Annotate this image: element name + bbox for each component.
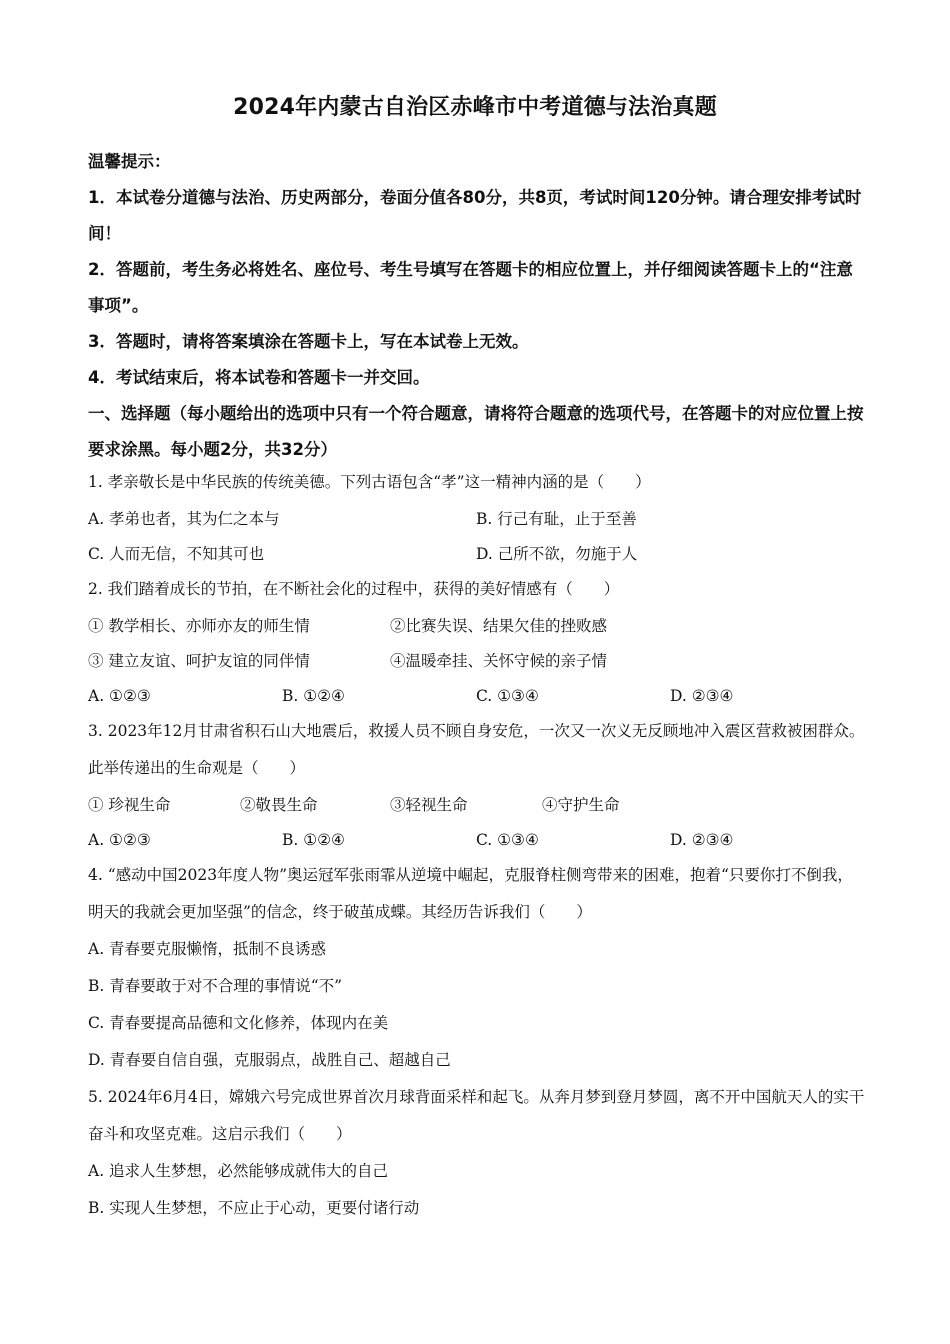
option: A. 追求人生梦想，必然能够成就伟大的自己 xyxy=(88,1162,389,1180)
statement: ① 教学相长、亦师亦友的师生情 xyxy=(88,617,310,635)
option: D. ②③④ xyxy=(670,687,734,705)
option: B. ①②④ xyxy=(282,687,345,705)
statement-row xyxy=(88,787,868,822)
tip-item: 4．考试结束后，将本试卷和答题卡一并交回。 xyxy=(88,368,430,387)
option-row xyxy=(88,536,868,571)
option-row xyxy=(88,678,868,713)
option: A. ①②③ xyxy=(88,831,151,849)
tip-item: 3．答题时，请将答案填涂在答题卡上，写在本试卷上无效。 xyxy=(88,332,529,351)
question-stem: 2. 我们踏着成长的节拍，在不断社会化的过程中，获得的美好情感有（ ） xyxy=(88,580,620,598)
statement: ③ 建立友谊、呵护友谊的同伴情 xyxy=(88,652,310,670)
option: A. 孝弟也者，其为仁之本与 xyxy=(88,510,280,528)
option: B. ①②④ xyxy=(282,831,345,849)
statement-row xyxy=(88,643,868,678)
option: C. ①③④ xyxy=(476,831,539,849)
option: C. ①③④ xyxy=(476,687,539,705)
option-row xyxy=(88,822,868,857)
question-stem: 1. 孝亲敬长是中华民族的传统美德。下列古语包含“孝”这一精神内涵的是（ ） xyxy=(88,473,651,491)
option: D. 青春要自信自强，克服弱点，战胜自己、超越自己 xyxy=(88,1051,451,1069)
tip-item: 1．本试卷分道德与法治、历史两部分，卷面分值各80分，共8页，考试时间120分钟。请合理安排考试时间！ xyxy=(88,188,862,243)
option: B. 行己有耻，止于至善 xyxy=(476,510,637,528)
question-stem: 5. 2024年6月4日，嫦娥六号完成世界首次月球背面采样和起飞。从奔月梦到登月梦圆，离不开中国航天人的实干奋斗和攻坚克难。这启示我们（ ） xyxy=(88,1088,865,1143)
statement: ① 珍视生命 xyxy=(88,796,171,814)
statement: ②敬畏生命 xyxy=(240,796,318,814)
tip-item: 2．答题前，考生务必将姓名、座位号、考生号填写在答题卡的相应位置上，并仔细阅读答题卡上的“注意事项”。 xyxy=(88,260,853,315)
question-stem: 4. “感动中国2023年度人物”奥运冠军张雨霏从逆境中崛起，克服脊柱侧弯带来的困难，抱着“只要你打不倒我，明天的我就会更加坚强”的信念，终于破茧成蝶。其经历告诉我们（ ） xyxy=(88,866,853,921)
question-stem: 3. 2023年12月甘肃省积石山大地震后，救援人员不顾自身安危，一次又一次义无反顾地冲入震区营救被困群众。此举传递出的生命观是（ ） xyxy=(88,722,865,777)
option: B. 青春要敢于对不合理的事情说“不” xyxy=(88,977,343,995)
option: B. 实现人生梦想，不应止于心动，更要付诸行动 xyxy=(88,1199,420,1217)
statement: ②比赛失误、结果欠佳的挫败感 xyxy=(390,617,608,635)
questions-block xyxy=(88,464,868,1227)
statement: ③轻视生命 xyxy=(390,796,468,814)
option-row xyxy=(88,501,868,536)
option: D. 己所不欲，勿施于人 xyxy=(476,545,638,563)
option: D. ②③④ xyxy=(670,831,734,849)
option: A. 青春要克服懒惰，抵制不良诱惑 xyxy=(88,940,327,958)
statement: ④守护生命 xyxy=(542,796,620,814)
section-heading: 一、选择题（每小题给出的选项中只有一个符合题意，请将符合题意的选项代号，在答题卡的对应位置上按要求涂黑。每小题2分，共32分） xyxy=(88,404,864,459)
option: A. ①②③ xyxy=(88,687,151,705)
option: C. 青春要提高品德和文化修养，体现内在美 xyxy=(88,1014,389,1032)
tips-heading: 温馨提示： xyxy=(88,152,171,171)
statement: ④温暖牵挂、关怀守候的亲子情 xyxy=(390,652,608,670)
tips-block xyxy=(88,144,868,468)
statement-row xyxy=(88,608,868,643)
option: C. 人而无信，不知其可也 xyxy=(88,545,265,563)
page-title: 2024年内蒙古自治区赤峰市中考道德与法治真题 xyxy=(233,95,717,120)
